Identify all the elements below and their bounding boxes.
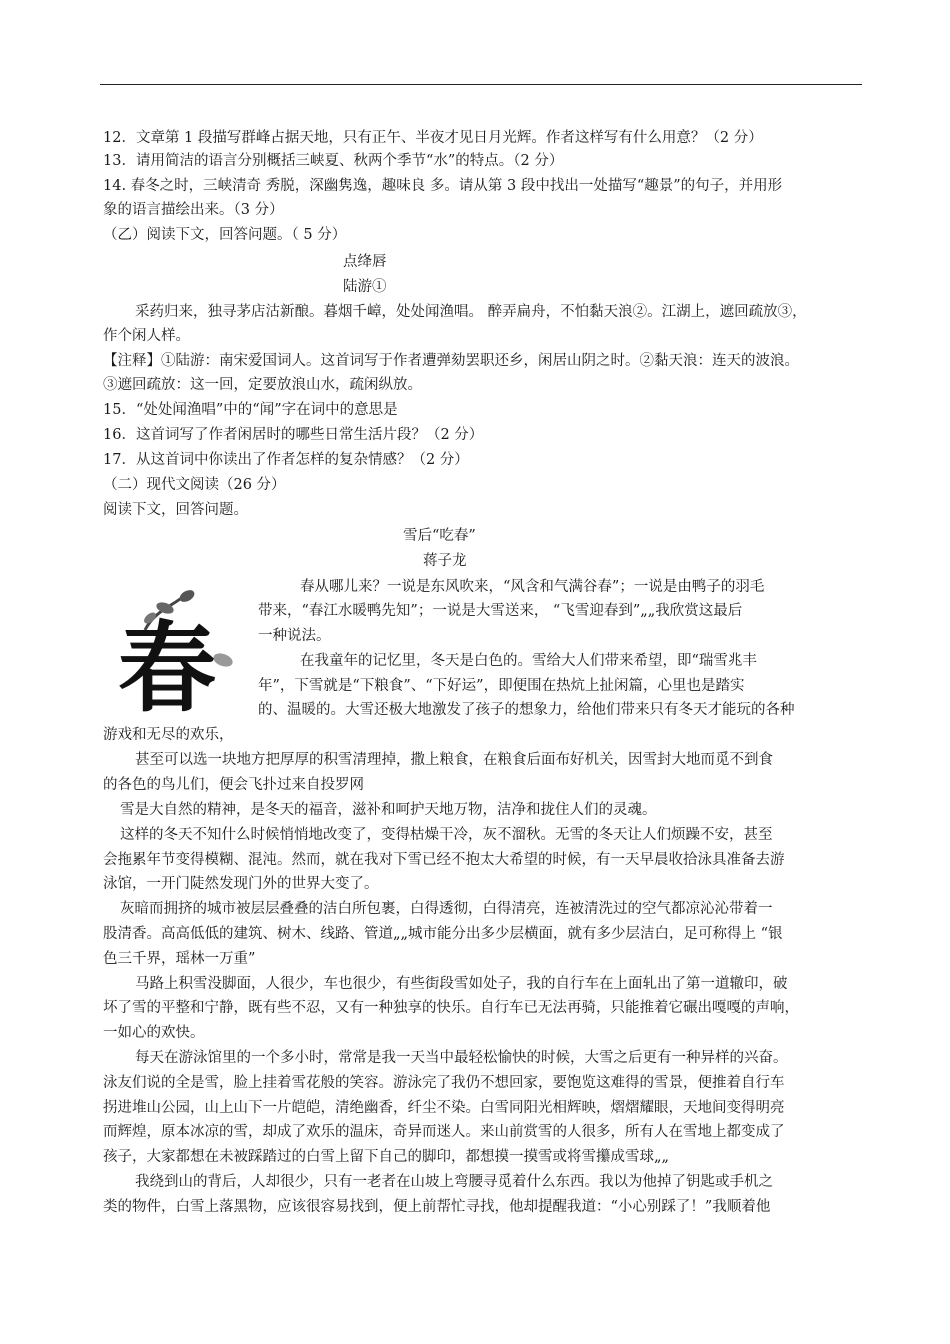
poem-text: 采药归来，独寻茅店沽新酿。暮烟千嶂，处处闻渔唱。 醉弄扁舟，不怕黏天浪②。江湖上，遮回疏放③， [135, 304, 807, 320]
essay-paragraph: 年”，下雪就是“下粮食”、“下好运”，即便围在热炕上扯闲篇，心里也是踏实 [258, 678, 745, 694]
essay-paragraph: 在我童年的记忆里，冬天是白色的。雪给大人们带来希望，即“瑞雪兆丰 [300, 653, 757, 669]
question-14: 14. 春冬之时，三峡清奇 秀脱，深幽隽逸，趣味良 多。请从第 3 段中找出一处描写“趣景”的句子，并用形 [103, 178, 783, 194]
question-15: 15．“处处闻渔唱”中的“闻”字在词中的意思是 [103, 402, 398, 418]
essay-paragraph: 马路上积雪没脚面，人很少，车也很少，有些街段雪如处子，我的自行车在上面轧出了第一道辙印，破 [135, 976, 788, 992]
section-two-heading: （二）现代文阅读（26 分） [103, 477, 286, 493]
essay-paragraph: 甚至可以选一块地方把厚厚的积雪清理掉，撒上粮食，在粮食后面布好机关，因雪封大地而觅不到食 [135, 752, 773, 768]
essay-paragraph: 一种说法。 [258, 628, 331, 644]
question-12: 12．文章第 1 段描写群峰占据天地，只有正午、半夜才见日月光辉。作者这样写有什么用意？（2 分） [103, 130, 763, 146]
essay-paragraph: 这样的冬天不知什么时候悄悄地改变了，变得枯燥干冷，灰不溜秋。无雪的冬天让人们烦躁不安，甚至 [120, 827, 773, 843]
essay-paragraph: 而辉煌，原本冰凉的雪，却成了欢乐的温床，奇异而迷人。来山前赏雪的人很多，所有人在雪地上都变成了 [103, 1124, 785, 1140]
essay-title: 雪后“吃春” [403, 528, 476, 544]
question-14-cont: 象的语言描绘出来。（3 分） [103, 202, 284, 218]
essay-paragraph: 会拖累年节变得模糊、混沌。然而，就在我对下雪已经不抱太大希望的时候，有一天早晨收拾泳具准备去游 [103, 852, 785, 868]
poem-note-cont: ③遮回疏放：这一回，定要放浪山水，疏闲纵放。 [103, 377, 422, 393]
section-yi-heading: （乙）阅读下文，回答问题。（ 5 分） [103, 227, 347, 243]
essay-paragraph: 拐进堆山公园，山上山下一片皑皑，清绝幽香，纤尘不染。白雪同阳光相辉映，熠熠耀眼，天地间变得明亮 [103, 1100, 785, 1116]
question-16: 16．这首词写了作者闲居时的哪些日常生活片段？（2 分） [103, 427, 484, 443]
poem-note: 【注释】①陆游：南宋爱国词人。这首词写于作者遭弹劾罢职还乡，闲居山阴之时。②黏天浪：连天的波浪。 [103, 353, 799, 369]
essay-paragraph: 股清香。高高低低的建筑、树木、线路、管道„„城市能分出多少层横面，就有多少层洁白，足可称得上 “银 [103, 926, 783, 942]
essay-paragraph: 孩子，大家都想在未被踩踏过的白雪上留下自己的脚印，都想摸一摸雪或将雪攥成雪球„„ [103, 1149, 670, 1165]
essay-paragraph: 的各色的鸟儿们，便会飞扑过来自投罗网 [103, 777, 364, 793]
chun-calligraphy-icon [105, 590, 245, 730]
poem-text-cont: 作个闲人样。 [103, 328, 190, 344]
essay-paragraph: 的、温暖的。大雪还极大地激发了孩子的想象力，给他们带来只有冬天才能玩的各种 [258, 702, 795, 718]
essay-paragraph: 一如心的欢快。 [103, 1025, 205, 1041]
question-17: 17．从这首词中你读出了作者怎样的复杂情感？（2 分） [103, 452, 469, 468]
essay-paragraph: 色三千界，瑶林一万重” [103, 951, 256, 967]
essay-paragraph: 带来，“春江水暖鸭先知”；一说是大雪送来， “飞雪迎春到”„„我欣赏这最后 [258, 603, 743, 619]
essay-paragraph: 坏了雪的平整和宁静，既有些不忍，又有一种独享的快乐。自行车已无法再骑，只能推着它碾出嘎嘎的声响， [103, 1000, 799, 1016]
essay-paragraph: 春从哪儿来？一说是东风吹来，“风含和气满谷春”；一说是由鸭子的羽毛 [300, 579, 765, 595]
essay-author: 蒋子龙 [423, 553, 467, 569]
essay-paragraph: 类的物件，白雪上落黑物，应该很容易找到，便上前帮忙寻找，他却提醒我道：“小心别踩了！”我顺着他 [103, 1199, 771, 1215]
essay-paragraph: 我绕到山的背后，人却很少，只有一老者在山坡上弯腰寻觅着什么东西。我以为他掉了钥匙或手机之 [135, 1174, 773, 1190]
essay-paragraph: 灰暗而拥挤的城市被层层叠叠的洁白所包裹，白得透彻，白得清亮，连被清洗过的空气都凉沁沁带着一 [120, 901, 773, 917]
essay-paragraph: 雪是大自然的精神，是冬天的福音，滋补和呵护天地万物，洁净和拢住人们的灵魂。 [120, 802, 657, 818]
poem-title: 点绛唇 [343, 254, 387, 270]
section-two-instruction: 阅读下文，回答问题。 [103, 502, 248, 518]
question-13: 13．请用简洁的语言分别概括三峡夏、秋两个季节“水”的特点。（2 分） [103, 153, 564, 169]
essay-paragraph: 游戏和无尽的欢乐， [103, 727, 234, 743]
chun-glyph: 春 [117, 611, 217, 726]
poem-author: 陆游① [343, 279, 387, 295]
header-rule [100, 84, 862, 85]
essay-paragraph: 泳友们说的全是雪，脸上挂着雪花般的笑容。游泳完了我仍不想回家，要饱览这难得的雪景，便推着自行车 [103, 1075, 785, 1091]
essay-paragraph: 泳馆，一开门陡然发现门外的世界大变了。 [103, 876, 379, 892]
essay-paragraph: 每天在游泳馆里的一个多小时，常常是我一天当中最轻松愉快的时候，大雪之后更有一种异样的兴奋。 [135, 1050, 788, 1066]
